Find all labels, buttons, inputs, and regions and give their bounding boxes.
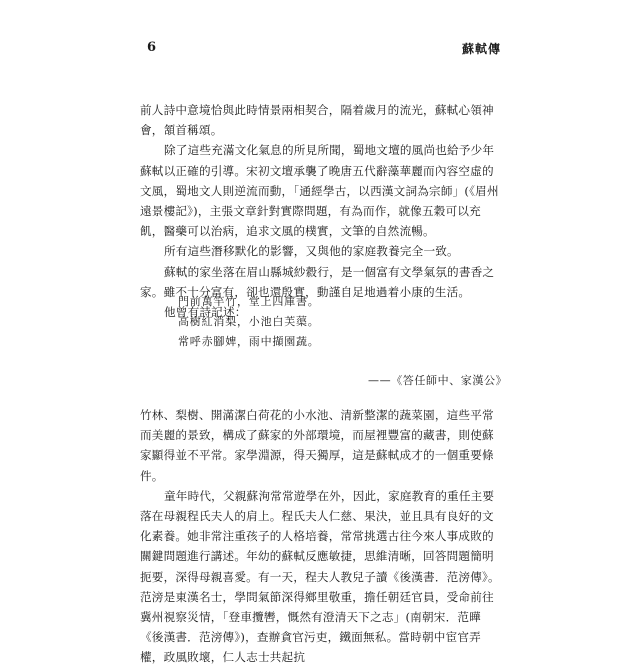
- body-text-upper: [140, 100, 500, 322]
- paragraph: 除了這些充滿文化氣息的所見所聞，蜀地文壇的風尚也給予少年蘇軾以正確的引導。宋初文壇承襲了晚唐五代辭藻華麗而內容空虛的文風，蜀地文人則逆流而動，「通經學古，以西漢文詞為宗師」(《眉州遠景樓記》)，主張文章針對實際問題，有為而作，就像五穀可以充飢，醫藥可以治病，追求文風的樸實，文筆的自然流暢。: [140, 143, 499, 239]
- page-number: 6: [147, 40, 157, 55]
- poem-citation: ——《答任師中、家漢公》: [368, 374, 508, 387]
- paragraph: 所有這些潛移默化的影響，又與他的家庭教養完全一致。: [164, 244, 459, 259]
- poem-quotation: [178, 292, 320, 352]
- paragraph: 童年時代，父親蘇洵常常遊學在外，因此，家庭教育的重任主要落在母親程氏夫人的肩上。程氏夫人仁慈、果決，並且具有良好的文化素養。她非常注重孩子的人格培養，常常挑選古往今來人事成敗的關鍵問題進行講述。年幼的蘇軾反應敏捷，思維清晰，回答問題簡明扼要，深得母親喜愛。有一天，程夫人教兒子讀《後漢書．范滂傳》。范滂是東漢名士，學問氣節深得鄉里敬重，擔任朝廷官員，受命前往冀州視察災情，「登車攬轡，慨然有澄清天下之志」(南朝宋．范曄《後漢書．范滂傳》)，查辦貪官污吏，鐵面無私。當時朝中宦官弄權，政風敗壞，仁人志士共起抗: [140, 488, 500, 665]
- paragraph: 蘇軾的家坐落在眉山縣城紗縠行，是一個富有文學氣氛的書香之家。雖不十分富有，卻也還殷實，動謹自足地過着小康的生活。: [140, 264, 495, 299]
- poem-line: 高樹紅消梨，小池白芙蕖。: [178, 315, 320, 328]
- paragraph: 他曾有詩記述：: [164, 305, 247, 320]
- running-head: 蘇軾傳: [462, 42, 502, 56]
- poem-line: 門前萬竿竹，堂上四庫書。: [178, 295, 320, 308]
- paragraph: 竹林、梨樹、開滿潔白荷花的小水池、清新整潔的蔬菜園，這些平常而美麗的景致，構成了蘇家的外部環境，而屋裡豐富的藏書，則使蘇家顯得並不平常。家學淵源，得天獨厚，這是蘇軾成才的一個重要條件。: [140, 408, 494, 483]
- body-text-lower: [140, 405, 500, 668]
- poem-line: 常呼赤腳婢，雨中擷園蔬。: [178, 335, 320, 348]
- paragraph: 前人詩中意境恰與此時情景兩相契合，隔着歲月的流光，蘇軾心領神會，頷首稱頌。: [140, 103, 494, 138]
